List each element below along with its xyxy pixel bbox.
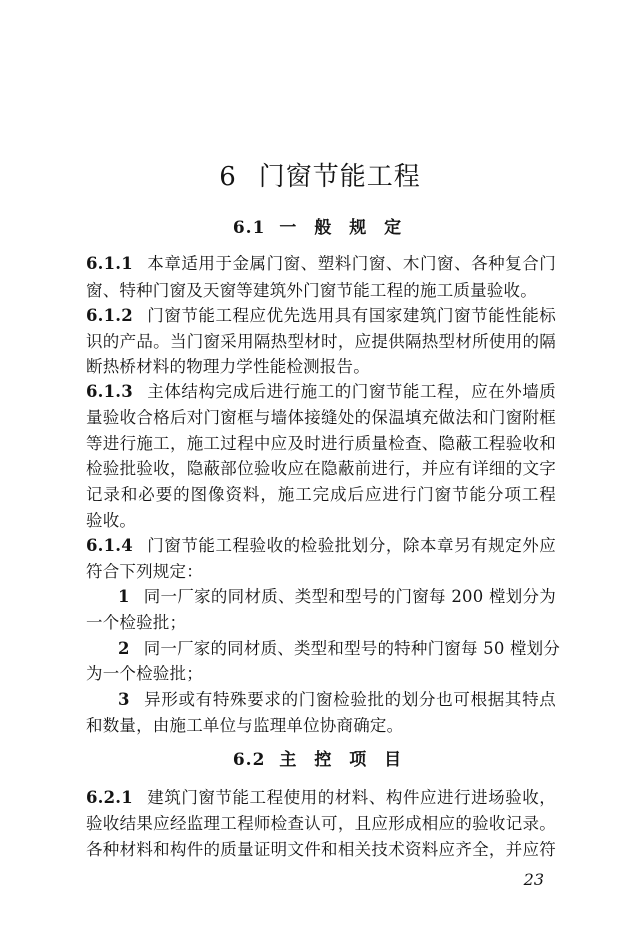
text-line: 窗、特种门窗及天窗等建筑外门窗节能工程的施工质量验收。 xyxy=(86,281,537,300)
clause-text: 建筑门窗节能工程使用的材料、构件应进行进场验收， xyxy=(146,788,556,807)
text-line: 验收结果应经监理工程师检查认可，且应形成相应的验收记录。 xyxy=(86,814,556,833)
chapter-number: 6 xyxy=(219,162,237,192)
clause-number: 6.2.1 xyxy=(86,788,133,807)
chapter-title xyxy=(0,156,640,193)
clause-text: 门窗节能工程验收的检验批划分，除本章另有规定外应 xyxy=(146,536,556,555)
clause-number: 6.1.2 xyxy=(86,306,133,325)
list-item-line xyxy=(118,635,561,662)
item-text: 同一厂家的同材质、类型和型号的门窗每 200 樘划分为 xyxy=(143,587,556,606)
section-number: 6.1 xyxy=(232,218,266,238)
clause-line xyxy=(86,532,556,559)
clause-text: 主体结构完成后进行施工的门窗节能工程，应在外墙质 xyxy=(146,382,556,401)
text-line: 一个检验批； xyxy=(86,613,187,632)
section-heading-6-2 xyxy=(0,745,640,770)
clause-text: 本章适用于金属门窗、塑料门窗、木门窗、各种复合门 xyxy=(146,254,556,273)
item-number: 3 xyxy=(118,690,130,709)
text-line: 检验批验收，隐蔽部位验收应在隐蔽前进行，并应有详细的文字 xyxy=(86,459,556,478)
clause-number: 6.1.4 xyxy=(86,536,133,555)
text-line: 量验收合格后对门窗框与墙体接缝处的保温填充做法和门窗附框 xyxy=(86,408,556,427)
text-line: 等进行施工，施工过程中应及时进行质量检查、隐蔽工程验收和 xyxy=(86,434,556,453)
page-number: 23 xyxy=(523,870,544,889)
clause-number: 6.1.3 xyxy=(86,382,133,401)
list-item-line xyxy=(118,583,556,610)
text-line: 断热桥材料的物理力学性能检测报告。 xyxy=(86,357,370,376)
text-line: 为一个检验批； xyxy=(86,664,203,683)
text-line: 和数量，由施工单位与监理单位协商确定。 xyxy=(86,716,404,735)
list-item-line xyxy=(118,686,556,713)
clause-text: 门窗节能工程应优先选用具有国家建筑门窗节能性能标 xyxy=(146,306,556,325)
item-number: 2 xyxy=(118,639,130,658)
section-name: 主 控 项 目 xyxy=(279,750,408,770)
section-name: 一 般 规 定 xyxy=(279,218,408,238)
clause-line xyxy=(86,250,556,277)
text-line: 识的产品。当门窗采用隔热型材时，应提供隔热型材所使用的隔 xyxy=(86,332,556,351)
item-text: 异形或有特殊要求的门窗检验批的划分也可根据其特点 xyxy=(143,690,556,709)
text-line: 验收。 xyxy=(86,511,137,530)
section-number: 6.2 xyxy=(232,750,266,770)
clause-line xyxy=(86,784,556,811)
text-line: 记录和必要的图像资料，施工完成后应进行门窗节能分项工程 xyxy=(86,485,556,504)
text-line: 各种材料和构件的质量证明文件和相关技术资料应齐全，并应符 xyxy=(86,840,556,859)
chapter-name: 门窗节能工程 xyxy=(258,162,421,192)
section-heading-6-1 xyxy=(0,213,640,238)
item-text: 同一厂家的同材质、类型和型号的特种门窗每 50 樘划分 xyxy=(143,639,561,658)
clause-line xyxy=(86,302,556,329)
item-number: 1 xyxy=(118,587,130,606)
clause-line xyxy=(86,378,556,405)
clause-number: 6.1.1 xyxy=(86,254,133,273)
text-line: 符合下列规定： xyxy=(86,562,203,581)
